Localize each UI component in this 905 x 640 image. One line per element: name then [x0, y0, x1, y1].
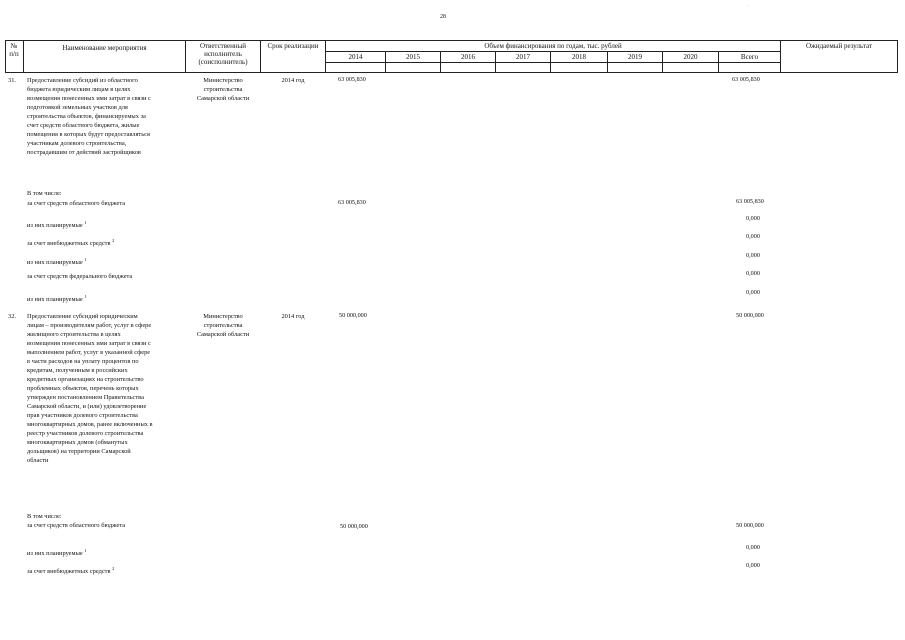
- row31-sub-extrabudget-total: 0,000: [746, 233, 760, 240]
- header-year-2014: 2014: [348, 53, 363, 61]
- row32-sub-regional-y2014: 50 000,000: [340, 523, 368, 530]
- row31-sub-regional-total: 63 005,830: [736, 198, 764, 205]
- scan-mark: ·: [748, 4, 750, 9]
- row32-y2014: 50 000,000: [339, 312, 367, 319]
- row31-sub-regional: за счет средств областного бюджета: [27, 200, 126, 207]
- header-responsible: Ответственный исполнитель (соисполнитель): [198, 42, 248, 66]
- header-year-2016: 2016: [461, 53, 475, 61]
- row32-sub-extrabudget-total: 0,000: [746, 562, 760, 569]
- row32-sub-regional-total: 50 000,000: [736, 522, 764, 529]
- row31-total: 63 005,830: [732, 76, 760, 83]
- row32-name: Предоставление субсидий юридическим лицам – производителям работ, услуг в сфере жилищного строительства в целях возмещения понесенных ими затрат в связи с выполнением работ, услуг в указанной сфере в части расходов на уплату процентов по кредитам, полученным в российских кредитных организациях на строительство проблемных объектов, перечень которых утвержден постановлением Правительства Самарской области, и (или) удовлетворение прав участников долевого строительства многоквартирных домов, ранее включенных в реестр участников долевого строительства многоквартирных домов (обманутых дольщиков) на территории Самарской области: [27, 313, 153, 464]
- header-name: Наименование мероприятия: [62, 44, 147, 52]
- row31-sub-planned-2-total: 0,000: [746, 252, 760, 259]
- header-year-2018: 2018: [572, 53, 586, 61]
- row32-including: В том числе:: [27, 513, 62, 520]
- header-year-2015: 2015: [406, 53, 420, 61]
- header-expected-result: Ожидаемый результат: [805, 42, 873, 50]
- header-year-2017: 2017: [516, 53, 530, 61]
- header-year-2020: 2020: [683, 53, 698, 61]
- row32-sub-regional: за счет средств областного бюджета: [27, 522, 126, 529]
- row32-number: 32.: [8, 313, 16, 320]
- header-financing: Объем финансирования по годам, тыс. рублей: [484, 42, 622, 50]
- row32-sub-planned-1-total: 0,000: [746, 544, 760, 551]
- header-term: Срок реализации: [267, 42, 319, 50]
- page-number: 28: [440, 14, 446, 20]
- row31-name: Предоставление субсидий из областного бюджета юридическим лицам в целях возмещения понесенных ими затрат в связи с подготовкой земельных участков для строительства объектов, финансируемых за счет средств областного бюджета, жилые помещения в которых будут предоставляться участникам долевого строительства, пострадавшим от действий застройщиков: [27, 77, 151, 156]
- row31-sub-federal-total: 0,000: [746, 270, 760, 277]
- row31-including: В том числе:: [27, 190, 62, 197]
- year-row-bottom: [325, 62, 780, 63]
- row32-responsible: Министерство строительства Самарской области: [196, 313, 250, 338]
- row31-responsible: Министерство строительства Самарской области: [196, 77, 250, 102]
- header-year-2019: 2019: [628, 53, 642, 61]
- row31-y2014: 63 005,830: [338, 76, 366, 83]
- row31-sub-planned-2: из них планируемые $^1$: [27, 257, 87, 266]
- row31-term: 2014 год: [281, 77, 305, 84]
- table-top-border: [5, 40, 898, 41]
- header-total: Всего: [740, 53, 759, 61]
- row31-sub-federal: за счет средств федерального бюджета: [27, 273, 133, 280]
- header-bottom-border: [5, 72, 898, 73]
- row31-number: 31.: [8, 77, 16, 84]
- row31-sub-regional-y2014: 63 005,830: [338, 199, 366, 206]
- row32-sub-extrabudget: за счет внебюджетных средств $^2$: [27, 566, 115, 575]
- row31-sub-planned-1: из них планируемые $^1$: [27, 220, 87, 229]
- row31-sub-planned-3: из них планируемые $^1$: [27, 294, 87, 303]
- row31-sub-planned-3-total: 0,000: [746, 289, 760, 296]
- row31-sub-planned-1-total: 0,000: [746, 215, 760, 222]
- row32-sub-planned-1: из них планируемые $^1$: [27, 548, 87, 557]
- row32-term: 2014 год: [281, 313, 305, 320]
- year-header-divider: [325, 51, 780, 52]
- row31-sub-extrabudget: за счет внебюджетных средств $^2$: [27, 238, 115, 247]
- col-right-border: [897, 40, 898, 73]
- header-num: № п/п: [9, 42, 19, 58]
- row32-total: 50 000,000: [736, 312, 764, 319]
